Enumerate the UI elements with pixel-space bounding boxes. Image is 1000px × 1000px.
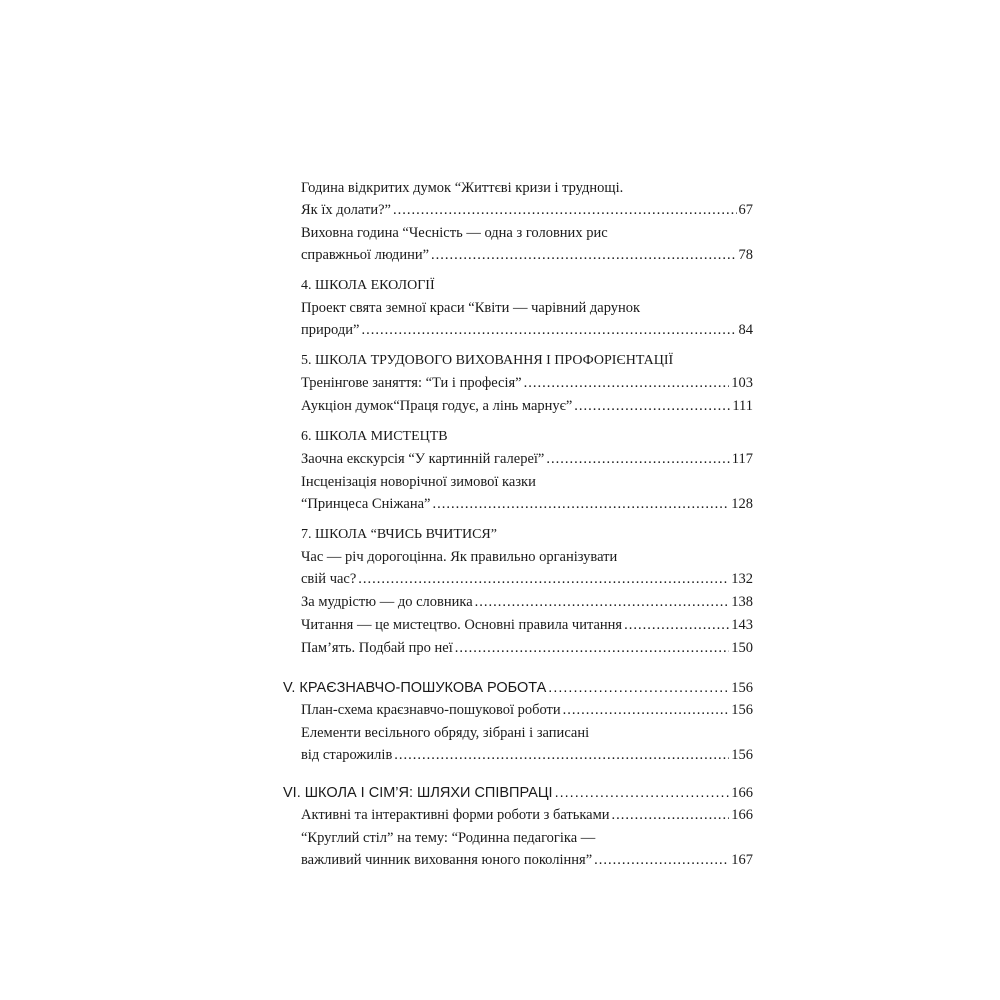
page-number: 167 xyxy=(731,852,753,868)
page-number: 150 xyxy=(731,640,753,656)
toc-entry-line: Проект свята земної краси “Квіти — чарівний дарунок xyxy=(301,300,641,316)
toc-entry xyxy=(301,546,753,590)
page-number: 111 xyxy=(732,398,753,414)
toc-entry xyxy=(301,222,753,266)
toc-entry-line: План-схема краєзнавчо-пошукової роботи xyxy=(301,702,561,718)
section-entries xyxy=(283,699,753,766)
toc-entry-line: свій час? xyxy=(301,571,357,587)
page-number: 156 xyxy=(731,702,753,718)
toc-entry-line: Елементи весільного обряду, зібрані і записані xyxy=(301,725,590,741)
toc-entry-line: справжньої людини” xyxy=(301,247,430,263)
page-number: 78 xyxy=(738,247,753,263)
page-number: 156 xyxy=(731,747,753,763)
section-title: VI. ШКОЛА І СІМ’Я: ШЛЯХИ СПІВПРАЦІ xyxy=(283,785,553,801)
page-number: 156 xyxy=(731,680,753,696)
page-number: 143 xyxy=(731,617,753,633)
page-number: 138 xyxy=(731,594,753,610)
toc-section xyxy=(283,677,753,766)
toc-entry xyxy=(301,395,753,417)
group-entries xyxy=(283,546,753,659)
toc-section xyxy=(283,782,753,871)
toc-top-entries xyxy=(283,177,753,266)
leader-dots xyxy=(612,804,730,826)
leader-dots xyxy=(358,568,729,590)
toc-entry-line: Заочна екскурсія “У картинній галереї” xyxy=(301,451,545,467)
page-number: 166 xyxy=(731,785,753,801)
toc-entry-line: Як їх долати?” xyxy=(301,202,391,218)
leader-dots xyxy=(394,744,729,766)
leader-dots xyxy=(574,395,730,417)
group-heading: 5. ШКОЛА ТРУДОВОГО ВИХОВАННЯ І ПРОФОРІЄНТАЦІЇ xyxy=(301,353,674,368)
toc-entry-line: Інсценізація новорічної зимової казки xyxy=(301,474,536,490)
group-heading: 4. ШКОЛА ЕКОЛОГІЇ xyxy=(301,278,435,293)
page-number: 166 xyxy=(731,807,753,823)
toc-entry-line: Виховна година “Чесність — одна з головних рис xyxy=(301,225,608,241)
toc-entry-line: важливий чинник виховання юного покоління” xyxy=(301,852,593,868)
toc-entry-line: Пам’ять. Подбай про неї xyxy=(301,640,453,656)
toc-entry-line: За мудрістю — до словника xyxy=(301,594,473,610)
group-entries xyxy=(283,372,753,417)
page-number: 128 xyxy=(731,496,753,512)
toc-entry-line: Час — річ дорогоцінна. Як правильно організувати xyxy=(301,549,618,565)
page-number: 132 xyxy=(731,571,753,587)
leader-dots xyxy=(393,199,737,221)
toc-entry xyxy=(301,177,753,221)
group-entries xyxy=(283,297,753,341)
page-number: 117 xyxy=(731,451,753,467)
group-heading: 6. ШКОЛА МИСТЕЦТВ xyxy=(301,429,448,444)
leader-dots xyxy=(594,849,729,871)
leader-dots xyxy=(455,637,729,659)
leader-dots xyxy=(624,614,729,636)
toc-entry xyxy=(301,372,753,394)
toc-entry-line: Тренінгове заняття: “Ти і професія” xyxy=(301,375,522,391)
toc-entry-line: Активні та інтерактивні форми роботи з батьками xyxy=(301,807,610,823)
leader-dots xyxy=(361,319,736,341)
toc-entry-line: природи” xyxy=(301,322,360,338)
toc-entry xyxy=(301,471,753,515)
leader-dots xyxy=(475,591,730,613)
toc-entry xyxy=(301,827,753,871)
leader-dots xyxy=(548,677,729,699)
toc-entry-line: Година відкритих думок “Життєві кризи і труднощі. xyxy=(301,180,624,196)
table-of-contents xyxy=(283,177,753,872)
toc-entry xyxy=(301,699,753,721)
toc-entry-line: Аукціон думок“Праця годує, а лінь марнує” xyxy=(301,398,573,414)
section-heading-row xyxy=(283,782,753,804)
toc-entry-line: Читання — це мистецтво. Основні правила читання xyxy=(301,617,623,633)
toc-entry xyxy=(301,804,753,826)
toc-entry xyxy=(301,722,753,766)
leader-dots xyxy=(555,782,730,804)
toc-entry xyxy=(301,297,753,341)
leader-dots xyxy=(432,493,729,515)
leader-dots xyxy=(524,372,730,394)
section-heading-row xyxy=(283,677,753,699)
section-entries xyxy=(283,804,753,871)
group-entries xyxy=(283,448,753,515)
leader-dots xyxy=(546,448,729,470)
toc-entry xyxy=(301,637,753,659)
leader-dots xyxy=(431,244,736,266)
toc-entry xyxy=(301,614,753,636)
toc-entry-line: “Круглий стіл” на тему: “Родинна педагогіка — xyxy=(301,830,596,846)
group-heading: 7. ШКОЛА “ВЧИСЬ ВЧИТИСЯ” xyxy=(301,527,497,542)
toc-entry-line: “Принцеса Сніжана” xyxy=(301,496,431,512)
page-number: 84 xyxy=(738,322,753,338)
page-number: 67 xyxy=(738,202,753,218)
toc-entry xyxy=(301,591,753,613)
leader-dots xyxy=(563,699,730,721)
section-title: V. КРАЄЗНАВЧО-ПОШУКОВА РОБОТА xyxy=(283,680,547,696)
toc-entry-line: від старожилів xyxy=(301,747,393,763)
page-number: 103 xyxy=(731,375,753,391)
toc-entry xyxy=(301,448,753,470)
